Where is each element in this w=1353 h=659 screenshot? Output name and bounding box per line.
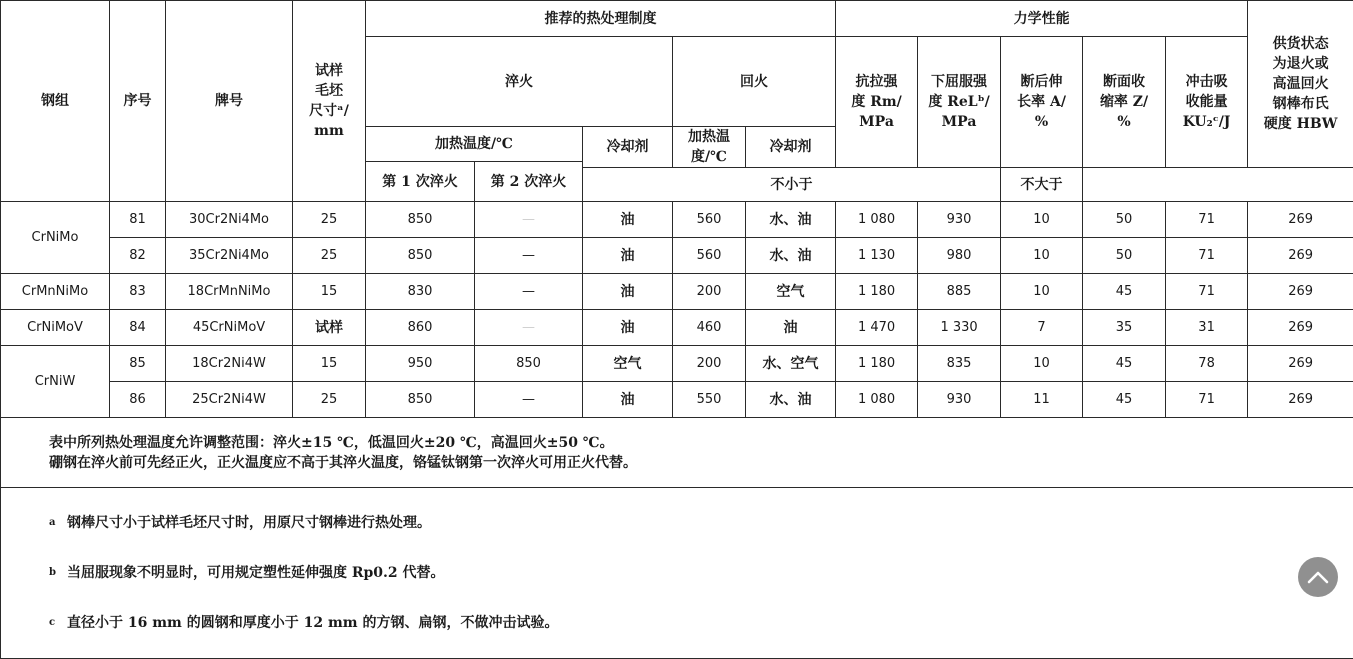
group-cell: CrNiMoV (1, 310, 110, 346)
reduction-cell: 50 (1083, 202, 1166, 238)
footnote-a-mark: a (49, 508, 67, 538)
impact-cell: 71 (1166, 274, 1248, 310)
reduction-cell: 45 (1083, 274, 1166, 310)
quench2-cell: — (475, 238, 583, 274)
size-cell: 试样 (293, 310, 366, 346)
size-cell: 25 (293, 238, 366, 274)
header-not-more: 不大于 (1001, 168, 1083, 202)
footnote-a-text: 钢棒尺寸小于试样毛坯尺寸时，用原尺寸钢棒进行热处理。 (67, 515, 431, 531)
size-cell: 15 (293, 274, 366, 310)
footnote-b-mark: b (49, 558, 67, 588)
yield-cell: 885 (918, 274, 1001, 310)
quench2-cell: — (475, 382, 583, 418)
quench1-cell: 860 (366, 310, 475, 346)
hardness-cell: 269 (1248, 274, 1353, 310)
yield-cell: 980 (918, 238, 1001, 274)
elongation-cell: 7 (1001, 310, 1083, 346)
tensile-cell: 1 080 (836, 202, 918, 238)
quench-coolant-cell: 油 (583, 382, 673, 418)
temper-coolant-cell: 水、油 (746, 238, 836, 274)
header-elongation: 断后伸 长率 A/ % (1001, 37, 1083, 168)
hardness-cell: 269 (1248, 310, 1353, 346)
quench-coolant-cell: 油 (583, 202, 673, 238)
footnote-b (49, 558, 1351, 588)
table-row (1, 382, 1353, 418)
header-reduction: 断面收 缩率 Z/ % (1083, 37, 1166, 168)
elongation-cell: 10 (1001, 202, 1083, 238)
grade-cell: 18CrMnNiMo (166, 274, 293, 310)
quench1-cell: 850 (366, 382, 475, 418)
header-second-quench: 第 2 次淬火 (475, 162, 583, 202)
quench2-cell: — (475, 274, 583, 310)
temper-coolant-cell: 油 (746, 310, 836, 346)
header-coolant-quench: 冷却剂 (583, 127, 673, 168)
grade-cell: 18Cr2Ni4W (166, 346, 293, 382)
header-first-quench: 第 1 次淬火 (366, 162, 475, 202)
yield-cell: 835 (918, 346, 1001, 382)
reduction-cell: 45 (1083, 346, 1166, 382)
chevron-up-icon (1307, 570, 1329, 584)
table-row (1, 202, 1353, 238)
elongation-cell: 10 (1001, 274, 1083, 310)
size-cell: 25 (293, 202, 366, 238)
grade-cell: 25Cr2Ni4W (166, 382, 293, 418)
grade-cell: 45CrNiMoV (166, 310, 293, 346)
header-blank-size: 试样 毛坯 尺寸ᵃ/ mm (293, 1, 366, 202)
group-cell: CrNiW (1, 346, 110, 418)
footnotes (1, 488, 1353, 659)
quench1-cell: 950 (366, 346, 475, 382)
reduction-cell: 45 (1083, 382, 1166, 418)
group-cell: CrMnNiMo (1, 274, 110, 310)
header-seq: 序号 (110, 1, 166, 202)
scroll-to-top-button[interactable] (1298, 557, 1338, 597)
quench-coolant-cell: 油 (583, 310, 673, 346)
quench2-cell: 850 (475, 346, 583, 382)
general-note: 表中所列热处理温度允许调整范围：淬火±15 ℃，低温回火±20 ℃，高温回火±50 ℃。 硼钢在淬火前可先经正火，正火温度应不高于其淬火温度，铬锰钛钢第一次淬火可用正火代替。 (1, 418, 1353, 488)
header-heat-temp: 加热温度/℃ (366, 127, 583, 162)
header-group: 钢组 (1, 1, 110, 202)
grade-cell: 30Cr2Ni4Mo (166, 202, 293, 238)
elongation-cell: 10 (1001, 238, 1083, 274)
temper-temp-cell: 200 (673, 274, 746, 310)
reduction-cell: 35 (1083, 310, 1166, 346)
footnote-c-mark: c (49, 608, 67, 638)
tensile-cell: 1 080 (836, 382, 918, 418)
quench2-cell: — (475, 202, 583, 238)
table-row (1, 238, 1353, 274)
header-temper-temp: 加热温 度/℃ (673, 127, 746, 168)
header-not-less: 不小于 (583, 168, 1001, 202)
hardness-cell: 269 (1248, 382, 1353, 418)
temper-temp-cell: 560 (673, 238, 746, 274)
footnote-b-text: 当屈服现象不明显时，可用规定塑性延伸强度 Rp0.2 代替。 (67, 565, 445, 581)
header-tensile: 抗拉强 度 Rm/ MPa (836, 37, 918, 168)
table-row (1, 274, 1353, 310)
reduction-cell: 50 (1083, 238, 1166, 274)
seq-cell: 81 (110, 202, 166, 238)
temper-temp-cell: 560 (673, 202, 746, 238)
header-grade: 牌号 (166, 1, 293, 202)
impact-cell: 71 (1166, 238, 1248, 274)
header-mechanical: 力学性能 (836, 1, 1248, 37)
footnote-c-text: 直径小于 16 mm 的圆钢和厚度小于 12 mm 的方钢、扁钢，不做冲击试验。 (67, 615, 558, 631)
grade-cell: 35Cr2Ni4Mo (166, 238, 293, 274)
impact-cell: 31 (1166, 310, 1248, 346)
hardness-cell: 269 (1248, 202, 1353, 238)
temper-coolant-cell: 空气 (746, 274, 836, 310)
temper-temp-cell: 550 (673, 382, 746, 418)
header-quench: 淬火 (366, 37, 673, 127)
temper-temp-cell: 460 (673, 310, 746, 346)
header-heat-treatment: 推荐的热处理制度 (366, 1, 836, 37)
quench-coolant-cell: 空气 (583, 346, 673, 382)
hardness-cell: 269 (1248, 346, 1353, 382)
quench1-cell: 850 (366, 202, 475, 238)
impact-cell: 78 (1166, 346, 1248, 382)
elongation-cell: 11 (1001, 382, 1083, 418)
seq-cell: 84 (110, 310, 166, 346)
quench1-cell: 850 (366, 238, 475, 274)
footnote-a (49, 508, 1351, 538)
impact-cell: 71 (1166, 202, 1248, 238)
temper-temp-cell: 200 (673, 346, 746, 382)
quench2-cell: — (475, 310, 583, 346)
header-impact: 冲击吸 收能量 KU₂ᶜ/J (1166, 37, 1248, 168)
impact-cell: 71 (1166, 382, 1248, 418)
header-yield: 下屈服强 度 ReLᵇ/ MPa (918, 37, 1001, 168)
size-cell: 15 (293, 346, 366, 382)
yield-cell: 930 (918, 202, 1001, 238)
seq-cell: 85 (110, 346, 166, 382)
temper-coolant-cell: 水、空气 (746, 346, 836, 382)
seq-cell: 86 (110, 382, 166, 418)
seq-cell: 83 (110, 274, 166, 310)
quench-coolant-cell: 油 (583, 238, 673, 274)
size-cell: 25 (293, 382, 366, 418)
quench1-cell: 830 (366, 274, 475, 310)
temper-coolant-cell: 水、油 (746, 382, 836, 418)
hardness-cell: 269 (1248, 238, 1353, 274)
seq-cell: 82 (110, 238, 166, 274)
tensile-cell: 1 130 (836, 238, 918, 274)
header-temper: 回火 (673, 37, 836, 127)
table-row (1, 310, 1353, 346)
yield-cell: 1 330 (918, 310, 1001, 346)
elongation-cell: 10 (1001, 346, 1083, 382)
table-row (1, 346, 1353, 382)
temper-coolant-cell: 水、油 (746, 202, 836, 238)
tensile-cell: 1 180 (836, 346, 918, 382)
tensile-cell: 1 470 (836, 310, 918, 346)
header-supply-hardness: 供货状态 为退火或 高温回火 钢棒布氏 硬度 HBW (1248, 1, 1353, 168)
header-coolant-temper: 冷却剂 (746, 127, 836, 168)
yield-cell: 930 (918, 382, 1001, 418)
quench-coolant-cell: 油 (583, 274, 673, 310)
footnote-c (49, 608, 1351, 638)
tensile-cell: 1 180 (836, 274, 918, 310)
group-cell: CrNiMo (1, 202, 110, 274)
